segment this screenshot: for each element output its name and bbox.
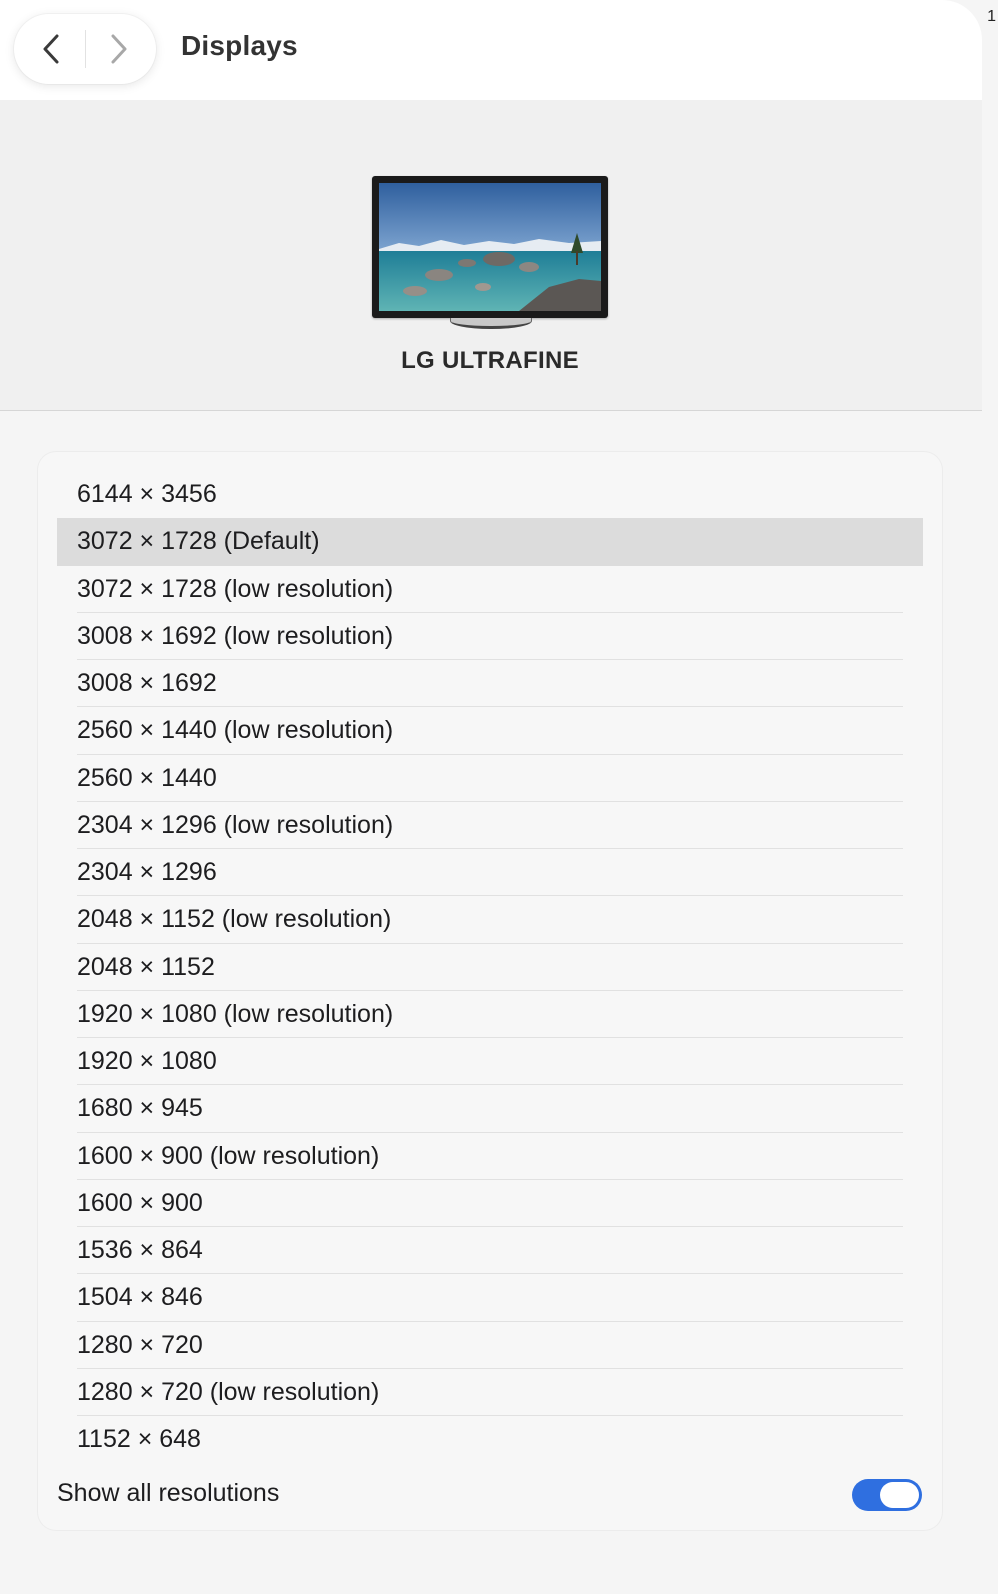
resolution-option[interactable]: 2560 × 1440 (low resolution)	[57, 707, 923, 754]
monitor-stand	[450, 318, 532, 329]
resolution-option[interactable]: 2048 × 1152	[57, 944, 923, 991]
wallpaper-image	[379, 183, 601, 311]
show-all-resolutions-toggle[interactable]	[852, 1479, 922, 1511]
toolbar	[0, 0, 982, 100]
resolution-option[interactable]: 3008 × 1692	[57, 660, 923, 707]
resolution-option[interactable]: 1600 × 900 (low resolution)	[57, 1133, 923, 1180]
navigation-group	[14, 14, 156, 84]
corner-glyph: 1	[987, 8, 996, 25]
resolution-option[interactable]: 1920 × 1080	[57, 1038, 923, 1085]
resolution-option[interactable]: 6144 × 3456	[77, 480, 217, 508]
chevron-right-icon	[108, 33, 130, 65]
resolution-option[interactable]: 1504 × 846	[57, 1274, 923, 1321]
resolution-panel	[38, 452, 942, 1530]
display-name: LG ULTRAFINE	[401, 347, 579, 374]
display-preview	[0, 100, 982, 411]
resolution-option[interactable]: 1152 × 648	[77, 1425, 201, 1453]
resolution-option[interactable]: 1600 × 900	[57, 1180, 923, 1227]
resolution-option[interactable]: 1680 × 945	[57, 1085, 923, 1132]
show-all-resolutions-label: Show all resolutions	[57, 1479, 280, 1507]
monitor-thumbnail[interactable]	[372, 176, 608, 318]
resolution-option-selected[interactable]: 3072 × 1728 (Default)	[57, 518, 923, 565]
resolution-option[interactable]: 1280 × 720	[57, 1322, 923, 1369]
resolution-option[interactable]: 3008 × 1692 (low resolution)	[57, 613, 923, 660]
resolution-option[interactable]: 2304 × 1296 (low resolution)	[57, 802, 923, 849]
back-button[interactable]	[16, 14, 86, 84]
chevron-left-icon	[40, 33, 62, 65]
page-title: Displays	[181, 30, 298, 61]
resolution-option[interactable]: 1920 × 1080 (low resolution)	[57, 991, 923, 1038]
resolution-option[interactable]: 2304 × 1296	[57, 849, 923, 896]
resolution-option[interactable]: 3072 × 1728 (low resolution)	[57, 566, 923, 613]
forward-button[interactable]	[84, 14, 154, 84]
toggle-knob	[880, 1482, 919, 1508]
resolution-option[interactable]: 1536 × 864	[57, 1227, 923, 1274]
resolution-option[interactable]: 2560 × 1440	[57, 755, 923, 802]
resolution-option[interactable]: 2048 × 1152 (low resolution)	[57, 896, 923, 943]
resolution-option[interactable]: 1280 × 720 (low resolution)	[57, 1369, 923, 1416]
resolution-list	[57, 471, 923, 1463]
